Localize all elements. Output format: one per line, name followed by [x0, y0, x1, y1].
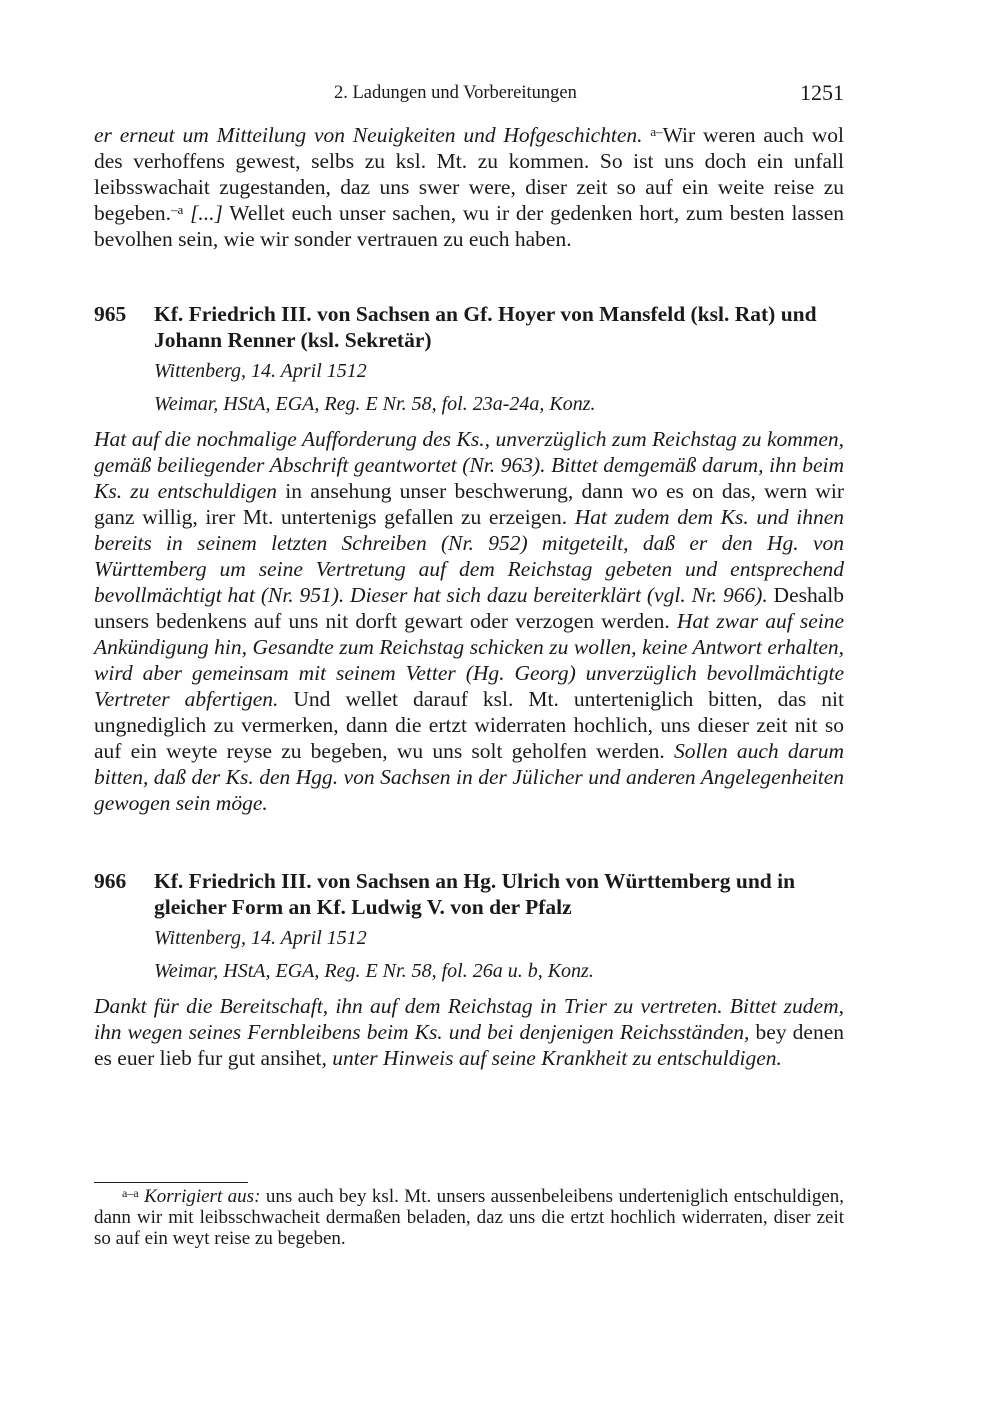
doc-965-regest-1: Hat auf die nochmalige Aufforderung des Ks., unverzüglich zum Reichstag zu kommen, gemäß beiliegender Abschrift geantwortet (Nr. 963). Bittet demgemäß darum, ihn beim Ks. zu entschuldigen: [94, 427, 844, 503]
doc-965-body: [94, 426, 844, 816]
doc-966-regest-1: Dankt für die Bereitschaft, ihn auf dem Reichstag in Trier zu vertreten. Bittet zudem, ihn wegen seines Fernbleibens beim Ks. und bei denjenigen Reichsständen,: [94, 994, 844, 1044]
doc-965-title: Kf. Friedrich III. von Sachsen an Gf. Hoyer von Mansfeld (ksl. Rat) und Johann Renner (ksl. Sekretär): [154, 302, 817, 352]
doc-966-title: Kf. Friedrich III. von Sachsen an Hg. Ulrich von Württemberg und in gleicher Form an Kf. Ludwig V. von der Pfalz: [154, 869, 796, 919]
variant-mark-close: –a: [171, 202, 184, 217]
doc-966-quote-1: bey denen es euer lieb fur gut ansihet: [94, 1020, 844, 1070]
doc-965-regest-2: Hat zudem dem Ks. und ihnen bereits in seinem letzten Schreiben (Nr. 952) mitgeteilt, daß er den Hg. von Württemberg um seine Vertretung auf dem Reichstag gebeten und entsprechend bevollmächtigt hat (Nr. 951). Dieser hat sich dazu bereiterklärt (vgl. Nr. 966).: [94, 505, 845, 607]
doc-966-regest-2: , unter Hinweis auf seine Krankheit zu entschuldigen.: [321, 1046, 782, 1070]
page-number: 1251: [800, 80, 844, 105]
intro-quote-2: Wellet euch unser sachen, wu ir der gedenken hort, zum besten lassen bevolhen sein, wie wir sonder vertrauen zu euch haben.: [94, 201, 844, 251]
running-head: [94, 80, 844, 108]
doc-966-place-date: Wittenberg, 14. April 1512: [154, 927, 367, 949]
footnote-label: Korrigiert aus:: [144, 1186, 261, 1207]
doc-965-regest-3: Hat zwar auf seine Ankündigung hin, Gesandte zum Reichstag schicken zu wollen, keine Antwort erhalten, wird aber gemeinsam mit seinem Vetter (Hg. Georg) unverzüglich bevollmächtigte Vertreter abfertigen.: [94, 609, 845, 711]
doc-965-quote-1: in ansehung unser beschwerung, dann wo es on das, wern wir ganz willig, irer Mt. untertenigs gefallen zu erzeigen.: [94, 479, 844, 529]
variant-mark-open: a–: [650, 124, 663, 139]
intro-paragraph: [94, 122, 844, 252]
doc-965-source: Weimar, HStA, EGA, Reg. E Nr. 58, fol. 23a-24a, Konz.: [154, 393, 596, 415]
footnote-text: uns auch bey ksl. Mt. unsers aussenbeleibens underteniglich entschuldigen, dann wir mit leibsschwacheit dermaßen beladen, daz uns die ertzt hochlich widerraten, diser zeit so auf ein weyt reise zu begeben.: [94, 1186, 845, 1249]
doc-966-source: Weimar, HStA, EGA, Reg. E Nr. 58, fol. 26a u. b, Konz.: [154, 960, 594, 982]
running-head-title: 2. Ladungen und Vorbereitungen: [334, 83, 577, 103]
footnote: [94, 1186, 844, 1249]
footnote-mark: a–a: [122, 1186, 139, 1200]
doc-965-quote-2: Deshalb unsers bedenkens auf uns nit dorft gewart oder verzogen werden.: [94, 583, 844, 633]
footnote-rule: [94, 1182, 248, 1183]
doc-965-quote-3: Und wellet darauf ksl. Mt. unterteniglich bitten, das nit ungnediglich zu vermerken, dann die ertzt widerraten hochlich, uns dieser zeit nit so auf ein weyte reyse zu begeben, wu uns solt geholfen werden.: [94, 687, 844, 763]
doc-966-body: [94, 993, 844, 1071]
intro-italic: er erneut um Mitteilung von Neuigkeiten und Hofgeschichten.: [94, 123, 643, 147]
doc-965-place-date: Wittenberg, 14. April 1512: [154, 360, 367, 382]
doc-965-regest-4: Sollen auch darum bitten, daß der Ks. den Hgg. von Sachsen in der Jülicher und anderen Angelegenheiten gewogen sein möge.: [94, 739, 845, 815]
doc-965-number: 965: [94, 302, 127, 326]
intro-quote: Wir weren auch wol des verhoffens gewest, selbs zu ksl. Mt. zu kommen. So ist uns doch ein unfall leibsswachait zugestanden, daz uns swer were, diser zeit so auf ein weite reise zu begeben.: [94, 123, 845, 225]
doc-966-number: 966: [94, 869, 127, 893]
intro-ellipsis: [...]: [190, 201, 223, 225]
